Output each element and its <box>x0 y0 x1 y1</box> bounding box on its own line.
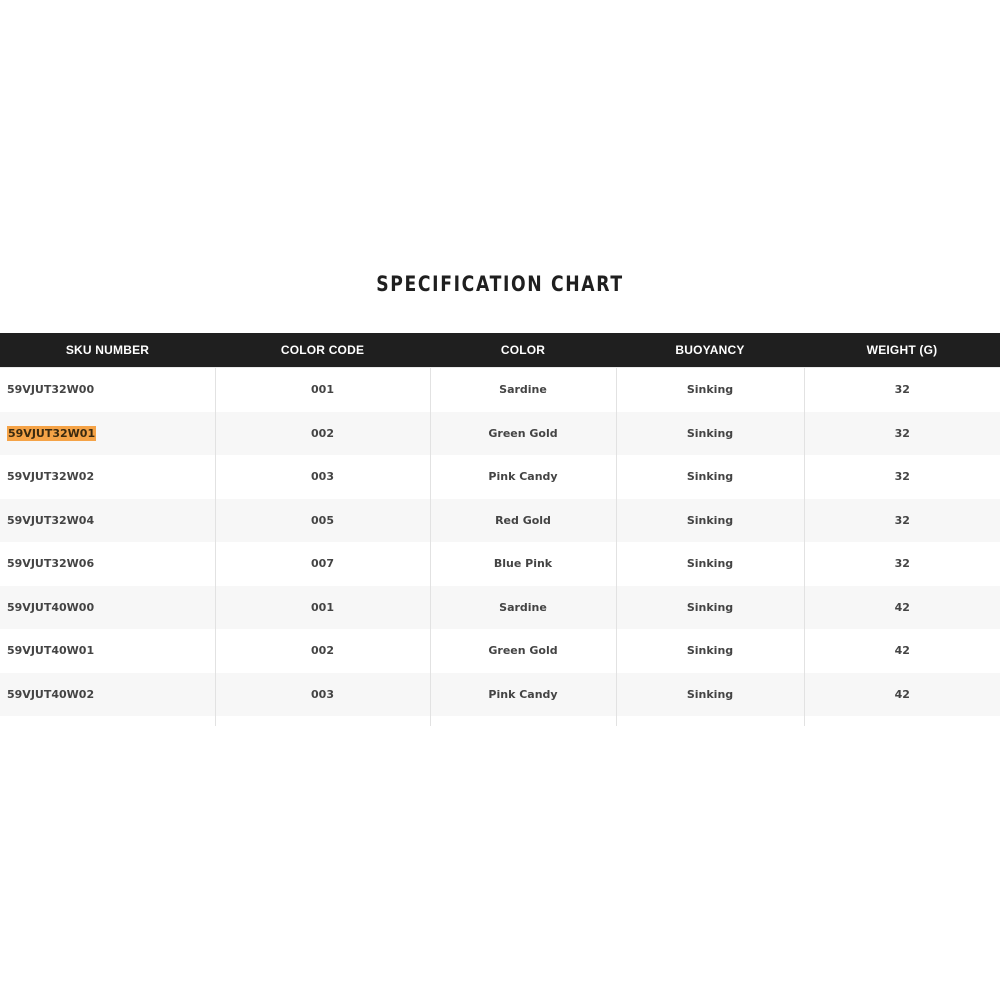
sku-cell <box>0 412 215 456</box>
highlighted-sku-text[interactable]: 59VJUT32W01 <box>8 426 96 440</box>
buoyancy-cell: Sinking <box>616 629 804 673</box>
column-header-weight: WEIGHT (G) <box>804 333 1000 368</box>
color-cell: Red Gold <box>430 499 616 543</box>
table-row <box>0 673 1000 717</box>
color-code-cell: 002 <box>215 629 430 673</box>
table-row <box>0 499 1000 543</box>
buoyancy-cell: Sinking <box>616 499 804 543</box>
sku-cell: 59VJUT32W00 <box>0 368 215 412</box>
weight-cell: 32 <box>804 368 1000 412</box>
color-code-cell: 003 <box>215 673 430 717</box>
color-cell: Sardine <box>430 368 616 412</box>
table-tail-spacer <box>0 716 1000 726</box>
table-header-row <box>0 333 1000 368</box>
column-header-color-code: COLOR CODE <box>215 333 430 368</box>
weight-cell: 32 <box>804 455 1000 499</box>
color-cell: Pink Candy <box>430 455 616 499</box>
table-row <box>0 455 1000 499</box>
weight-cell: 42 <box>804 629 1000 673</box>
weight-cell: 32 <box>804 542 1000 586</box>
color-code-cell: 003 <box>215 455 430 499</box>
buoyancy-cell: Sinking <box>616 542 804 586</box>
sku-cell: 59VJUT40W01 <box>7 644 95 658</box>
color-cell: Pink Candy <box>430 673 616 717</box>
table-row <box>0 586 1000 630</box>
table-row <box>0 412 1000 456</box>
sku-cell: 59VJUT32W06 <box>7 557 95 571</box>
color-code-cell: 005 <box>215 499 430 543</box>
color-cell: Blue Pink <box>430 542 616 586</box>
color-cell: Sardine <box>430 586 616 630</box>
buoyancy-cell: Sinking <box>616 368 804 412</box>
table-row <box>0 629 1000 673</box>
page-title: SPECIFICATION CHART <box>376 272 624 296</box>
color-code-cell: 001 <box>215 586 430 630</box>
color-cell: Green Gold <box>430 629 616 673</box>
column-header-buoyancy: BUOYANCY <box>616 333 804 368</box>
color-code-cell: 001 <box>215 368 430 412</box>
sku-cell: 59VJUT40W02 <box>0 673 215 717</box>
weight-cell: 42 <box>804 673 1000 717</box>
buoyancy-cell: Sinking <box>616 586 804 630</box>
sku-cell: 59VJUT32W04 <box>0 499 215 543</box>
column-header-sku-number: SKU NUMBER <box>0 333 215 368</box>
buoyancy-cell: Sinking <box>616 455 804 499</box>
weight-cell: 32 <box>804 412 1000 456</box>
color-cell: Green Gold <box>430 412 616 456</box>
column-header-color: COLOR <box>430 333 616 368</box>
table-row <box>0 542 1000 586</box>
color-code-cell: 007 <box>215 542 430 586</box>
buoyancy-cell: Sinking <box>616 673 804 717</box>
weight-cell: 42 <box>804 586 1000 630</box>
weight-cell: 32 <box>804 499 1000 543</box>
buoyancy-cell: Sinking <box>616 412 804 456</box>
specification-table <box>0 333 1000 726</box>
sku-cell: 59VJUT32W02 <box>7 470 95 484</box>
table-row <box>0 368 1000 412</box>
sku-cell: 59VJUT40W00 <box>0 586 215 630</box>
color-code-cell: 002 <box>215 412 430 456</box>
